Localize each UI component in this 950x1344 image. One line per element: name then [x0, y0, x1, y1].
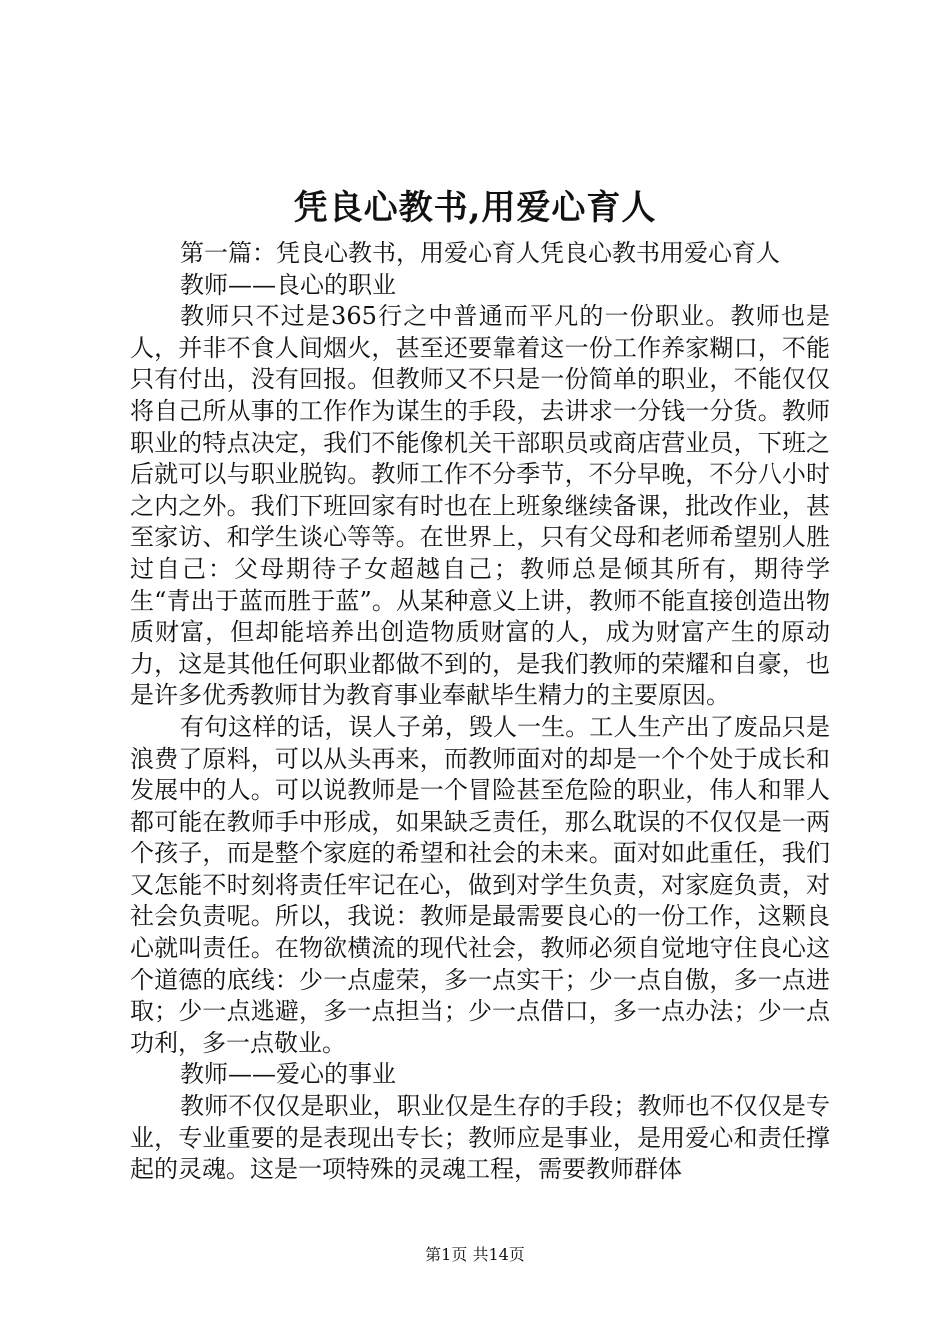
section-heading-love: 教师——爱心的事业 — [180, 1060, 396, 1089]
section-heading-conscience: 教师——良心的职业 — [180, 270, 396, 299]
paragraph-profession: 教师只不过是365行之中普通而平凡的一份职业。教师也是人，并非不食人间烟火，甚至还要靠着这一份工作养家糊口，不能只有付出，没有回报。但教师又不只是一份简单的职业，不能仅仅将自己所从事的工作作为谋生的手段，去讲求一分钱一分货。教师职业的特点决定，我们不能像机关干部职员或商店营业员，下班之后就可以与职业脱钩。教师工作不分季节，不分早晚，不分八小时之内之外。我们下班回家有时也在上班象继续备课，批改作业，甚至家访、和学生谈心等等。在世界上，只有父母和老师希望别人胜过自己：父母期待子女超越自己；教师总是倾其所有，期待学生“青出于蓝而胜于蓝”。从某种意义上讲，教师不能直接创造出物质财富，但却能培养出创造物质财富的人，成为财富产生的原动力，这是其他任何职业都做不到的，是我们教师的荣耀和自豪，也是许多优秀教师甘为教育事业奉献毕生精力的主要原因。 — [130, 302, 830, 710]
paragraph-intro: 第一篇：凭良心教书，用爱心育人凭良心教书用爱心育人 — [180, 239, 780, 267]
document-body — [130, 238, 830, 1186]
page-number-footer: 第1页 共14页 — [425, 1245, 525, 1264]
paragraph-career: 教师不仅仅是职业，职业仅是生存的手段；教师也不仅仅是专业，专业重要的是表现出专长；教师应是事业，是用爱心和责任撑起的灵魂。这是一项特殊的灵魂工程，需要教师群体 — [130, 1092, 830, 1184]
document-title: 凭良心教书,用爱心育人 — [293, 188, 657, 228]
paragraph-responsibility: 有句这样的话，误人子弟，毁人一生。工人生产出了废品只是浪费了原料，可以从头再来，而教师面对的却是一个个处于成长和发展中的人。可以说教师是一个冒险甚至危险的职业，伟人和罪人都可能在教师手中形成，如果缺乏责任，那么耽误的不仅仅是一两个孩子，而是整个家庭的希望和社会的未来。面对如此重任，我们又怎能不时刻将责任牢记在心，做到对学生负责，对家庭负责，对社会负责呢。所以，我说：教师是最需要良心的一份工作，这颗良心就叫责任。在物欲横流的现代社会，教师必须自觉地守住良心这个道德的底线：少一点虚荣，多一点实干；少一点自傲，多一点进取；少一点逃避，多一点担当；少一点借口，多一点办法；少一点功利，多一点敬业。 — [130, 712, 830, 1057]
